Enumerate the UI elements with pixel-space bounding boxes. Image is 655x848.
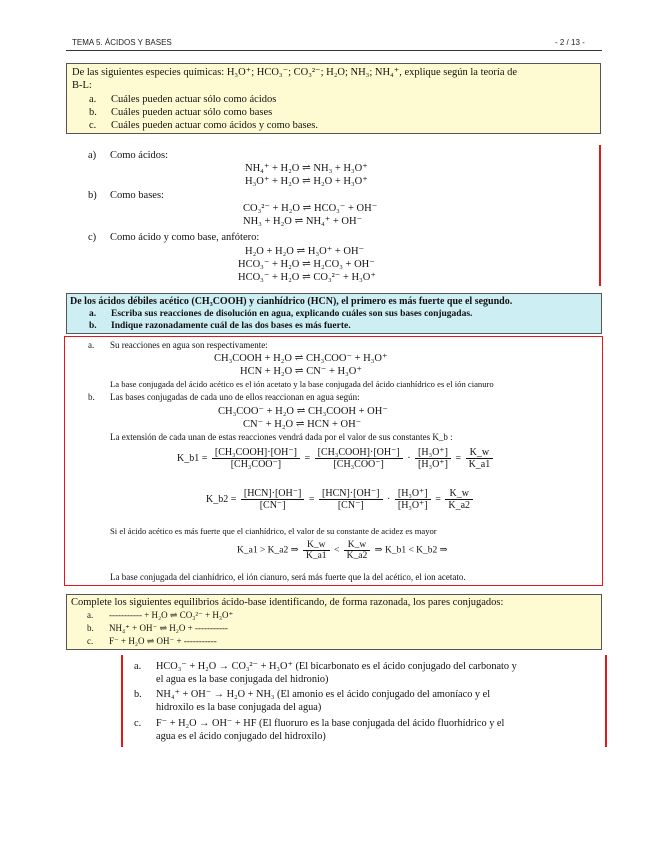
page-number: - 2 / 13 - [555,38,585,47]
question-1-item-b: b. Cuáles pueden actuar sólo como bases [89,107,273,118]
answer-1-a-eq2: H₃O⁺ + H₂O ⇌ H₂O + H₃O⁺ [245,176,368,187]
answer-2-b-heading: b. Las bases conjugadas de cada uno de ellos reaccionan en agua según: [88,392,360,402]
answer-3-left-bar [121,655,123,747]
answer-3-item-c-line1: c. F⁻ + H₂O → OH⁻ + HF (El fluoruro es la base conjugada del ácido fluorhídrico y el [134,718,505,729]
question-1-prompt-line1: De las siguientes especies químicas: H₃O⁺; HCO₃⁻; CO₃²⁻; H₂O; NH₃; NH₄⁺, explique según la teoría de [72,67,518,78]
answer-2-b-note: La extensión de cada unan de estas reacciones vendrá dada por el valor de sus constantes K_b : [110,432,453,442]
answer-2-b-eq2: CN⁻ + H₂O ⇌ HCN + OH⁻ [243,419,362,430]
answer-2-a-eq2: HCN + H₂O ⇌ CN⁻ + H₃O⁺ [240,366,362,377]
question-2-box [66,293,602,334]
answer-2-a-eq1: CH₃COOH + H₂O ⇌ CH₃COO⁻ + H₃O⁺ [214,353,388,364]
answer-1-c-eq3: HCO₃⁻ + H₂O ⇌ CO₃²⁻ + H₃O⁺ [238,272,376,283]
answer-2-a-note: La base conjugada del ácido acético es el ión acetato y la base conjugada del ácido cianhídrico es el ión cianuro [110,379,494,389]
question-2-item-a: a. Escriba sus reacciones de disolución en agua, explicando cuáles son sus bases conjugadas. [89,309,473,319]
answer-3-item-a-line2: el agua es la base conjugada del hidronio) [156,674,329,685]
answer-1-b-eq2: NH₃ + H₂O ⇌ NH₄⁺ + OH⁻ [243,216,363,227]
answer-1-c-eq2: HCO₃⁻ + H₂O ⇌ H₂CO₃ + OH⁻ [238,259,375,270]
question-3-box [66,594,602,650]
answer-2-b-eq1: CH₃COO⁻ + H₂O ⇌ CH₃COOH + OH⁻ [218,406,388,417]
question-3-item-a: a. ----------- + H₂O ⇌ CO₃²⁻ + H₃O⁺ [87,610,234,620]
answer-1-c-eq1: H₂O + H₂O ⇌ H₃O⁺ + OH⁻ [245,246,365,257]
answer-3-right-bar [605,655,607,747]
answer-2-ineq-note: Si el ácido acético es más fuerte que el cianhídrico, el valor de su constante de acidez es mayor [110,526,437,536]
answer-1-c-heading: c) Como ácido y como base, anfótero: [88,232,260,243]
question-2-prompt: De los ácidos débiles acético (CH₃COOH) y cianhídrico (HCN), el primero es más fuerte que el segundo. [70,296,513,307]
kb1-expression: K_b1 = $\frac{\text{[CH₃COOH]·[OH⁻]}}{\text{[CH₃COO⁻]}}$ = $\frac{\text{[CH₃COOH]·[OH⁻]}}{\text{[CH₃COO⁻]}}$ · $\frac{\text{[H₃O⁺]}}{\text{[H₃O⁺]}}$ = $\frac{K\_w}{K\_a1}$ [177,447,495,470]
question-1-prompt-line2: B-L: [72,80,92,91]
answer-3-item-b-line2: hidroxilo es la base conjugada del agua) [156,702,322,713]
page-header-title: TEMA 5. ÁCIDOS Y BASES [72,38,172,47]
kb2-expression: K_b2 = $\frac{\text{[HCN]·[OH⁻]}}{[CN^-]}$ = $\frac{\text{[HCN]·[OH⁻]}}{[CN^-]}$ · $\frac{\text{[H₃O⁺]}}{\text{[H₃O⁺]}}$ = $\frac{K\_w}{K\_a2}$ [206,488,475,511]
answer-3-item-b-line1: b. NH₄⁺ + OH⁻ → H₂O + NH₃ (El amonio es el ácido conjugado del amoníaco y el [134,689,491,700]
answer-3-item-c-line2: agua es el ácido conjugado del hidroxilo) [156,731,326,742]
answer-1-margin-bar [599,145,601,286]
ka-kb-inequality: K_a1 > K_a2 ⇒ $\frac{K\_w}{K\_a1}$ < $\frac{K\_w}{K\_a2}$ ⇒ K_b1 < K_b2 ⇒ [237,540,448,561]
answer-1-b-heading: b) Como bases: [88,190,164,201]
question-3-prompt: Complete los siguientes equilibrios ácido-base identificando, de forma razonada, los pares conjugados: [71,597,504,608]
question-1-box [66,63,601,134]
answer-1-b-eq1: CO₃²⁻ + H₂O ⇌ HCO₃⁻ + OH⁻ [243,203,378,214]
answer-3-item-a-line1: a. HCO₃⁻ + H₂O → CO₃²⁻ + H₃O⁺ (El bicarbonato es el ácido conjugado del carbonato y [134,661,517,672]
question-3-item-c: c. F⁻ + H₂O ⇌ OH⁻ + ----------- [87,636,217,646]
answer-1-a-heading: a) Como ácidos: [88,150,169,161]
answer-2-conclusion: La base conjugada del cianhídrico, el ión cianuro, será más fuerte que la del acético, el ion acetato. [110,572,466,582]
question-3-item-b: b. NH₄⁺ + OH⁻ ⇌ H₂O + ----------- [87,623,228,633]
header-rule [66,50,602,51]
answer-1-a-eq1: NH₄⁺ + H₂O ⇌ NH₃ + H₃O⁺ [245,163,368,174]
question-2-item-b: b. Indique razonadamente cuál de las dos bases es más fuerte. [89,321,351,331]
question-1-item-a: a. Cuáles pueden actuar sólo como ácidos [89,94,277,105]
question-1-item-c: c. Cuáles pueden actuar como ácidos y como bases. [89,120,319,131]
answer-2-a-heading: a. Su reacciones en agua son respectivamente: [88,340,268,350]
